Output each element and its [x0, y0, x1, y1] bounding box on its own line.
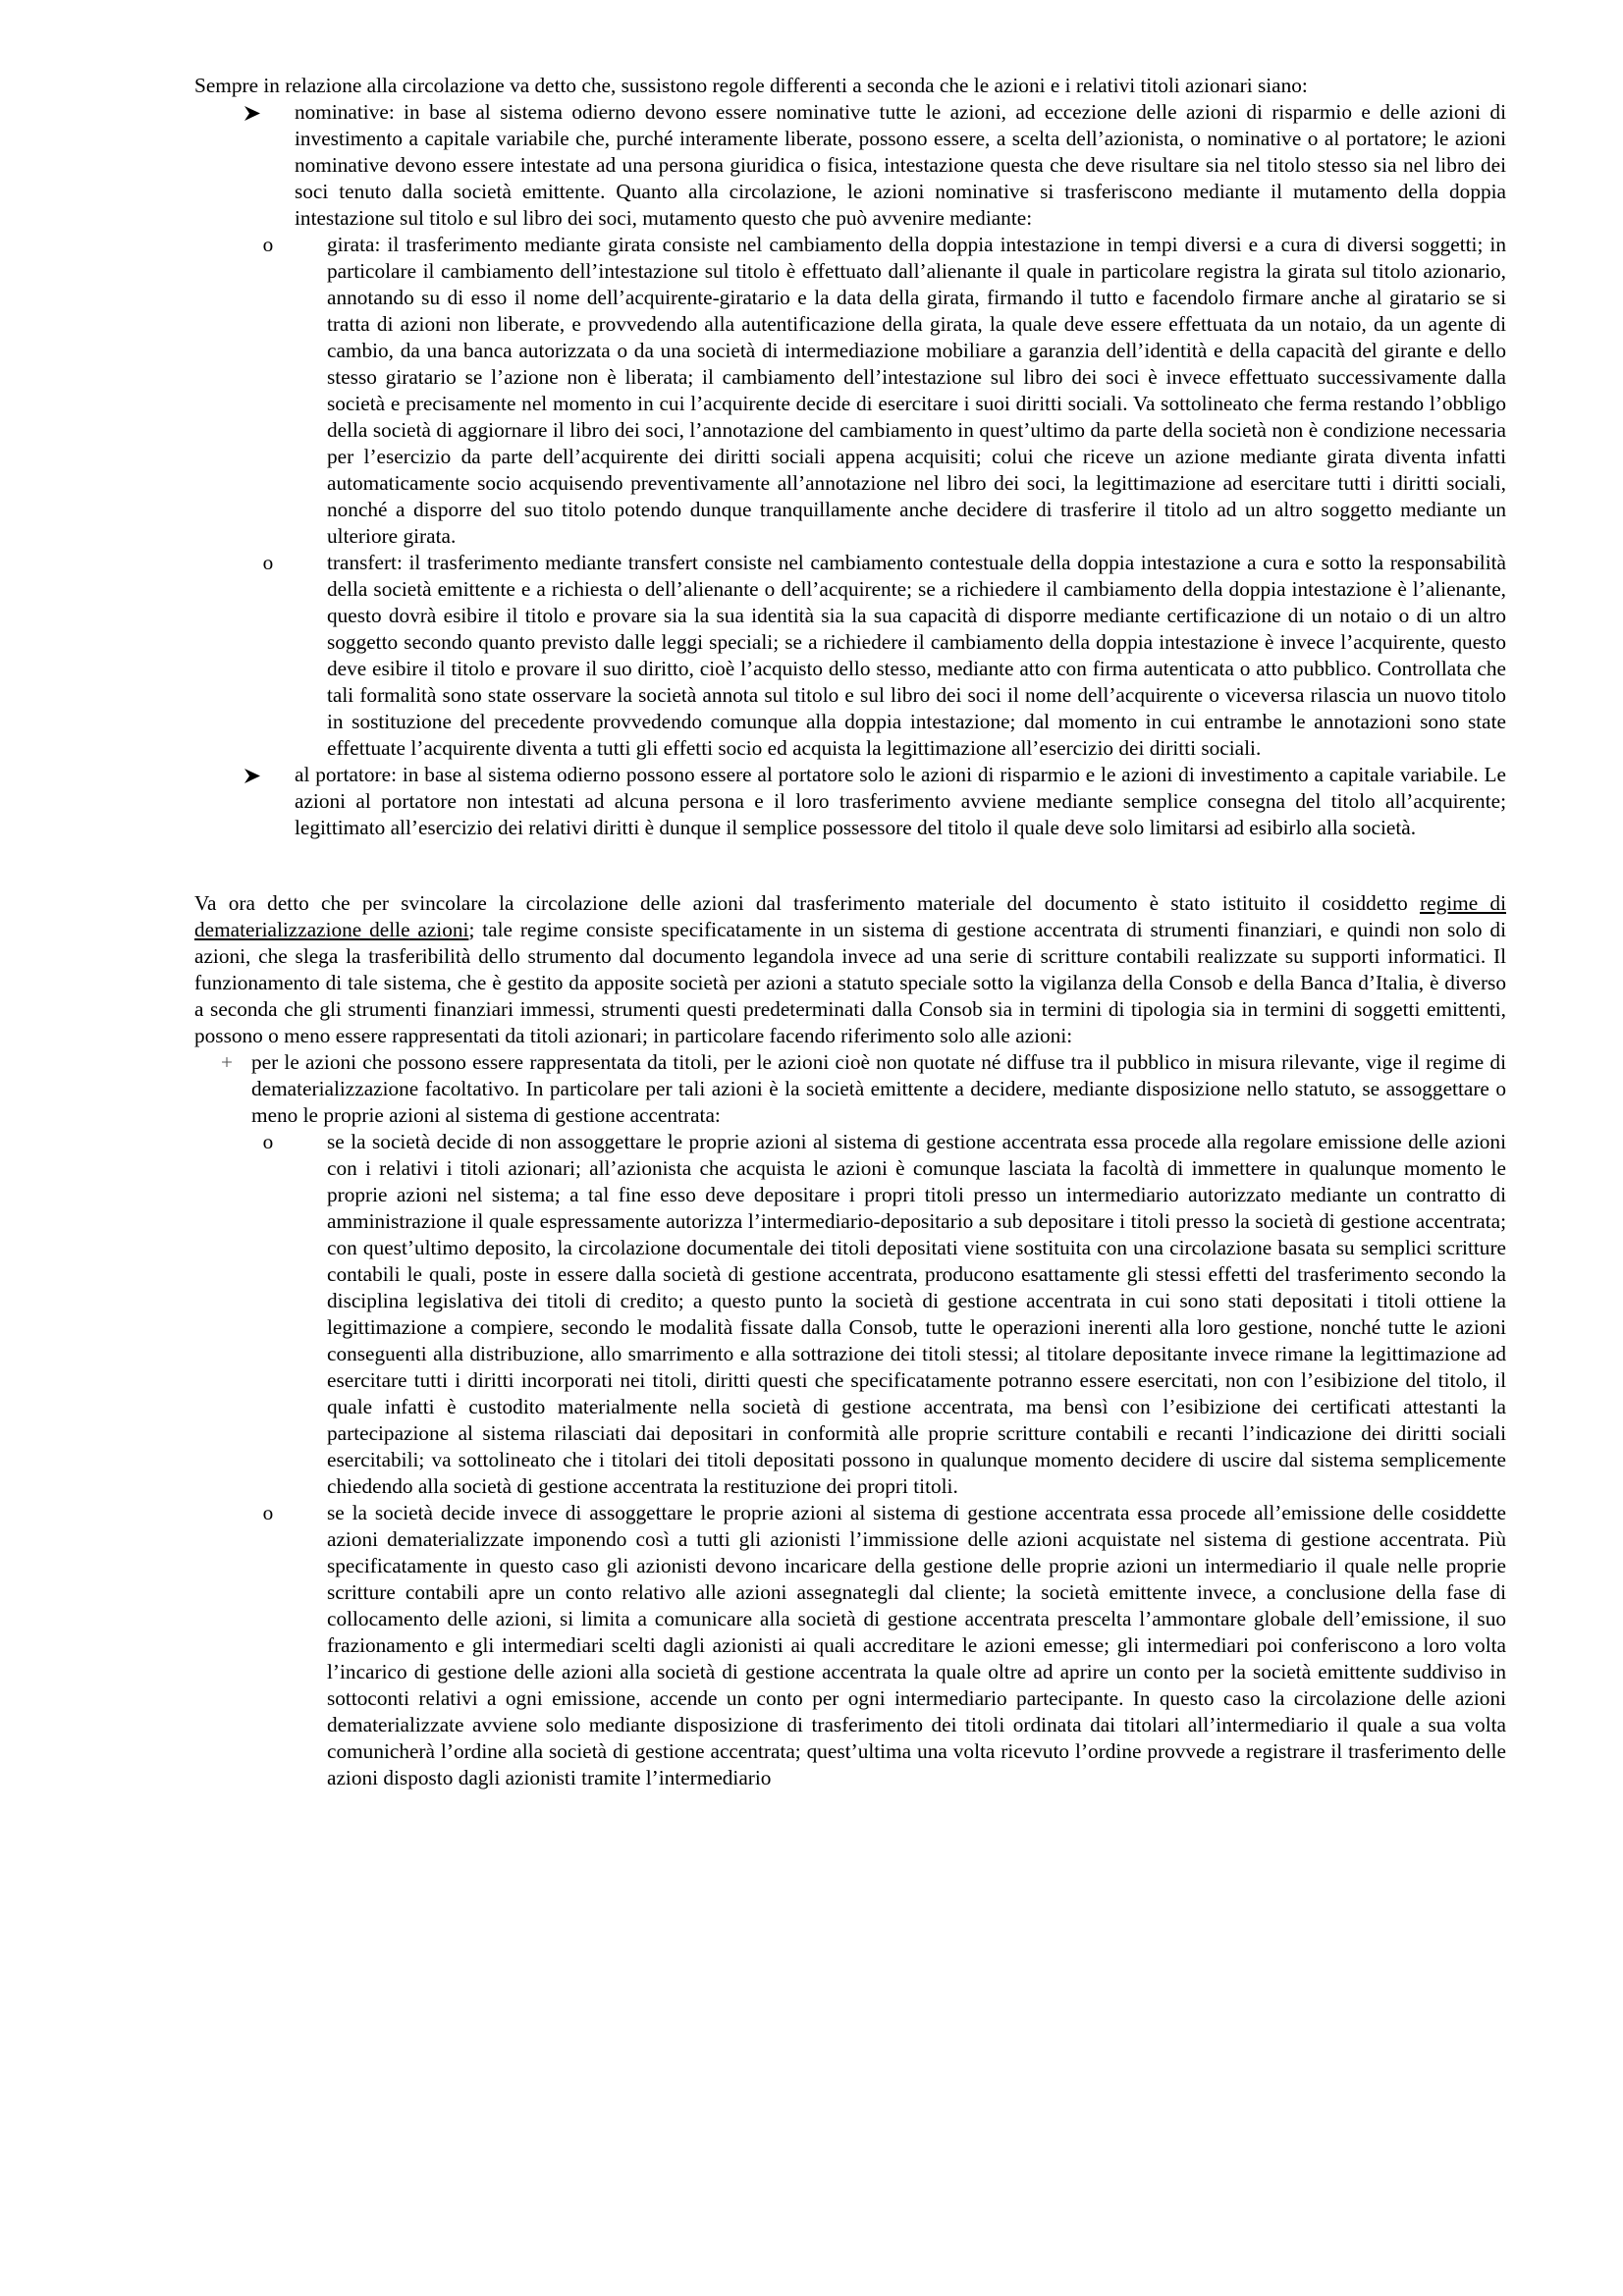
assoggettare-text: se la società decide invece di assoggettare le proprie azioni al sistema di gestione accentrata essa procede all’emissione delle cosiddette azioni dematerializzate imponendo così a tutti gli azionisti l’immissione delle azioni acquistate nel sistema di gestione accentrata. Più specificatamente in questo caso gli azionisti devono incaricare della gestione delle proprie azioni un intermediario il quale nelle proprie scritture contabili apre un conto relativo alle azioni assegnategli dal cliente; la società emittente invece, a conclusione della fase di collocamento delle azioni, si limita a comunicare alla società di gestione accentrata prescelta l’ammontare globale dell’emissione, il suo frazionamento e gli intermediari scelti dagli azionisti ai quali accreditare le azioni emesse; gli intermediari poi conferiscono a loro volta l’incarico di gestione delle azioni alla società di gestione accentrata la quale oltre ad aprire un conto per la società emittente suddiviso in sottoconti relativi a ogni emissione, accende un conto per ogni intermediario partecipante. In questo caso la circolazione delle azioni dematerializzate avviene solo mediante disposizione di trasferimento dei titoli ordinata dai titolari all’intermediario il quale a sua volta comunicherà l’ordine alla società di gestione accentrata; quest’ultima una volta ricevuto l’ordine provvede a registrare il trasferimento delle azioni disposto dagli azionisti tramite l’intermediario: [327, 1501, 1506, 1789]
girata-text: girata: il trasferimento mediante girata consiste nel cambiamento della doppia intestazione in tempi diversi e a cura di diversi soggetti; in particolare il cambiamento dell’intestazione sul titolo è effettuato dall’alienante il quale in particolare registra la girata sul titolo azionario, annotando su di esso il nome dell’acquirente-giratario e la data della girata, firmando il tutto e facendolo firmare anche al giratario se si tratta di azioni non liberate, e provvedendo alla autentificazione della girata, la quale deve essere effettuata da un notaio, da un agente di cambio, da una banca autorizzata o da una società di intermediazione mobiliare a garanzia dell’identità e della capacità del girante e dello stesso giratario se l’azione non è liberata; il cambiamento dell’intestazione sul libro dei soci è invece effettuato successivamente dalla società e precisamente nel momento in cui l’acquirente decide di esercitare i suoi diritti sociali. Va sottolineato che ferma restando l’obbligo della società di aggiornare il libro dei soci, l’annotazione del cambiamento in quest’ultimo da parte della società non è condizione necessaria per l’esercizio da parte dell’acquirente dei diritti sociali appena acquisiti; colui che riceve un azione mediante girata diventa infatti automaticamente socio acquisendo preventivamente all’annotazione nel libro dei soci, la legittimazione ad esercitare tutti i diritti sociali, nonché a disporre del suo titolo potendo dunque tranquillamente anche decidere di trasferire il titolo ad un altro soggetto mediante un ulteriore girata.: [327, 233, 1506, 548]
plus-bullet-icon: +: [220, 1050, 233, 1074]
paragraph-gap: [194, 841, 1506, 890]
list-item-facoltativo: [194, 1049, 1506, 1129]
list-item-assoggettare: [194, 1500, 1506, 1791]
list-item-portatore: [194, 762, 1506, 841]
portatore-text: al portatore: in base al sistema odierno possono essere al portatore solo le azioni di risparmio e le azioni di investimento a capitale variabile. Le azioni al portatore non intestati ad alcuna persona e il loro trasferimento avviene mediante semplice consegna del titolo all’acquirente; legittimato all’esercizio dei relativi diritti è dunque il semplice possessore del titolo il quale deve solo limitarsi ad esibirlo alla società.: [295, 763, 1506, 839]
list-item-non-assoggettare: [194, 1129, 1506, 1500]
circle-bullet: o: [262, 1501, 274, 1524]
list-item-transfert: [194, 550, 1506, 762]
list-item-nominative: [194, 99, 1506, 232]
nominative-text: nominative: in base al sistema odierno devono essere nominative tutte le azioni, ad eccezione delle azioni di risparmio e delle azioni di investimento a capitale variabile che, purché interamente liberate, possono essere, a scelta dell’azionista, o nominative o al portatore; le azioni nominative devono essere intestate ad una persona giuridica o fisica, intestazione questa che deve risultare sia nel titolo stesso sia nel libro dei soci tenuto dalla società emittente. Quanto alla circolazione, le azioni nominative si trasferiscono mediante il mutamento della doppia intestazione sul titolo e sul libro dei soci, mutamento questo che può avvenire mediante:: [295, 100, 1506, 230]
underlined-term: regime di dematerializzazione delle azioni: [194, 891, 1506, 941]
dematerializzazione-paragraph: [194, 890, 1506, 1049]
intro-paragraph: Sempre in relazione alla circolazione va detto che, sussistono regole differenti a seconda che le azioni e i relativi titoli azionari siano:: [194, 74, 1308, 97]
non-assoggettare-text: se la società decide di non assoggettare le proprie azioni al sistema di gestione accentrata essa procede alla regolare emissione delle azioni con i relativi i titoli azionari; all’azionista che acquista le azioni è comunque lasciata la facoltà di immettere in qualunque momento le proprie azioni nel sistema; a tal fine esso deve depositare i propri titoli presso un intermediario autorizzato mediante un contratto di amministrazione il quale espressamente autorizza l’intermediario-depositario a sub depositare i titoli presso la società di gestione accentrata; con quest’ultimo deposito, la circolazione documentale dei titoli depositati viene sostituita con una circolazione basata su semplici scritture contabili le quali, poste in essere dalla società di gestione accentrata, producono esattamente gli stessi effetti del trasferimento secondo la disciplina legislativa dei titoli di credito; a questo punto la società di gestione accentrata in cui sono stati depositati i titoli ottiene la legittimazione a compiere, secondo le modalità fissate dalla Consob, tutte le operazioni inerenti alla loro gestione, nonché tutte le azioni conseguenti alla distribuzione, allo smarrimento e alla sottrazione dei titoli stessi; al titolare depositante invece rimane la legittimazione ad esercitare tutti i diritti incorporati nei titoli, diritti questi che specificatamente potranno essere esercitati, non con l’esibizione del titolo, il quale infatti è custodito materialmente nella società di gestione accentrata, ma bensì con l’esibizione dei certificati attestanti la partecipazione al sistema rilasciati dai depositari in conformità alle proprie scritture contabili e recanti l’indicazione dei diritti sociali esercitabili; va sottolineato che i titolari dei titoli depositati possono in qualunque momento decidere di uscire dal sistema semplicemente chiedendo alla società di gestione accentrata la restituzione dei propri titoli.: [327, 1130, 1506, 1498]
document-body: [194, 73, 1506, 1791]
circle-bullet: o: [262, 551, 274, 574]
arrow-bullet-icon: [243, 99, 273, 122]
transfert-text: transfert: il trasferimento mediante transfert consiste nel cambiamento contestuale della doppia intestazione a cura e sotto la responsabilità della società emittente e a richiesta o dell’alienante o dell’acquirente; se a richiedere il cambiamento della doppia intestazione è l’alienante, questo dovrà esibire il titolo e provare sia la sua identità sia la sua capacità di disporre mediante certificazione di un notaio o di un altro soggetto secondo quanto previsto dalle leggi speciali; se a richiedere il cambiamento della doppia intestazione è invece l’acquirente, questo deve esibire il titolo e provare il suo diritto, cioè l’acquisto dello stesso, mediante atto con firma autenticata o atto pubblico. Controllata che tali formalità sono state osservare la società annota sul titolo e sul libro dei soci il nome dell’acquirente o viceversa rilascia un nuovo titolo in sostituzione del precedente provvedendo comunque alla doppia intestazione; dal momento in cui entrambe le annotazioni sono state effettuate l’acquirente diventa a tutti gli effetti socio ed acquista la legittimazione all’esercizio dei diritti sociali.: [327, 551, 1506, 760]
list-item-girata: [194, 232, 1506, 550]
arrow-bullet-icon: [243, 762, 273, 784]
para2-rest: ; tale regime consiste specificatamente in un sistema di gestione accentrata di strumenti finanziari, e quindi non solo di azioni, che slega la trasferibilità dello strumento dal documento legandola invece ad una serie di scritture contabili realizzate su supporti informatici. Il funzionamento di tale sistema, che è gestito da apposite società per azioni a statuto speciale sotto la vigilanza della Consob e della Banca d’Italia, è diverso a seconda che gli strumenti finanziari immessi, strumenti questi predeterminati dalla Consob sia in termini di tipologia sia in termini di soggetti emittenti, possono o meno essere rappresentati da titoli azionari; in particolare facendo riferimento solo alle azioni:: [194, 918, 1506, 1047]
circle-bullet: o: [262, 1130, 274, 1153]
para2-start: Va ora detto che per svincolare la circolazione delle azioni dal trasferimento materiale del documento è stato istituito il cosiddetto: [194, 891, 1408, 915]
circle-bullet: o: [262, 233, 274, 256]
facoltativo-text: per le azioni che possono essere rappresentata da titoli, per le azioni cioè non quotate né diffuse tra il pubblico in misura rilevante, vige il regime di dematerializzazione facoltativo. In particolare per tali azioni è la società emittente a decidere, mediante disposizione nello statuto, se assoggettare o meno le proprie azioni al sistema di gestione accentrata:: [251, 1050, 1506, 1127]
